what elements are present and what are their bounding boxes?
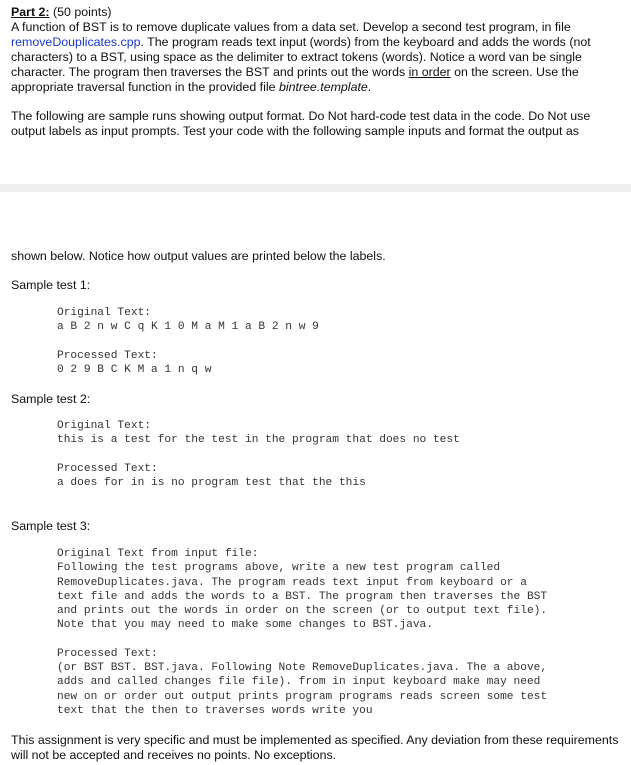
original-line: RemoveDuplicates.java. The program reads text input from keyboard or a xyxy=(57,576,527,589)
processed-label: Processed Text: xyxy=(57,647,158,660)
original-label: Original Text from input file: xyxy=(57,548,259,560)
processed-line: new on or order out output prints program programs reads screen some test xyxy=(57,690,548,703)
desc-text-c: on the screen. Use the appropriate traversal function in the provided file xyxy=(11,65,579,94)
sample-label-2: Sample test 2: xyxy=(11,392,91,406)
original-label: Original Text: xyxy=(57,307,151,319)
sample-1-output xyxy=(57,306,622,377)
part-description xyxy=(11,5,621,95)
original-line: Following the test programs above, write a new test program called xyxy=(57,562,501,575)
processed-label: Processed Text: xyxy=(57,349,158,362)
template-file-name: bintree.template xyxy=(278,80,368,94)
original-line: Note that you may need to make some changes to BST.java. xyxy=(57,619,433,632)
page-divider xyxy=(0,184,631,192)
sample-2-output xyxy=(57,419,622,490)
processed-line: text that the then to traverses words write you xyxy=(57,704,373,717)
instructions-paragraph xyxy=(11,109,621,139)
sample-3-output xyxy=(57,547,622,718)
processed-line: adds and called changes file file). from in input keyboard make may need xyxy=(57,676,541,689)
format-note xyxy=(11,249,621,264)
processed-line: (or BST BST. BST.java. Following Note RemoveDuplicates.java. The a above, xyxy=(57,662,548,675)
format-note-text: shown below. Notice how output values are printed below the labels. xyxy=(11,249,386,263)
sample-label-1: Sample test 1: xyxy=(11,278,91,292)
footer-text: This assignment is very specific and must be implemented as specified. Any deviation from these requirements will not be accepted and receives no points. No exceptions. xyxy=(11,733,619,762)
original-line: text file and adds the words to a BST. The program then traverses the BST xyxy=(57,590,548,603)
file-name: removeDouplicates.cpp xyxy=(11,35,141,49)
original-label: Original Text: xyxy=(57,420,151,432)
part-paragraph xyxy=(11,5,621,95)
desc-text-d: . xyxy=(367,80,372,94)
part-heading: Part 2: xyxy=(11,5,50,19)
original-text: this is a test for the test in the program that does no test xyxy=(57,434,460,447)
original-text: a B 2 n w C q K 1 0 M a M 1 a B 2 n w 9 xyxy=(57,321,319,334)
desc-text-b: . The program reads text input (words) from the keyboard and adds the words (not characters) to a BST, using space as the delimiter to extract tokens (words). Notice a word van be single character. The program then traverses the BST and prints out the words xyxy=(11,35,591,79)
sample-label-3: Sample test 3: xyxy=(11,519,91,533)
footer-note xyxy=(11,733,621,763)
instructions-text: The following are sample runs showing output format. Do Not hard-code test data in the code. Do Not use output labels as input prompts. Test your code with the following sample inputs and format the output as xyxy=(11,109,591,138)
original-line: and prints out the words in order on the screen (or to output text file). xyxy=(57,605,548,618)
part-points: (50 points) xyxy=(49,5,112,19)
desc-text-a: A function of BST is to remove duplicate values from a data set. Develop a second test program, in file xyxy=(11,20,571,34)
processed-label: Processed Text: xyxy=(57,462,158,475)
processed-text: 0 2 9 B C K M a 1 n q w xyxy=(57,363,212,376)
processed-text: a does for in is no program test that the this xyxy=(57,476,366,489)
in-order-text: in order xyxy=(408,65,451,79)
